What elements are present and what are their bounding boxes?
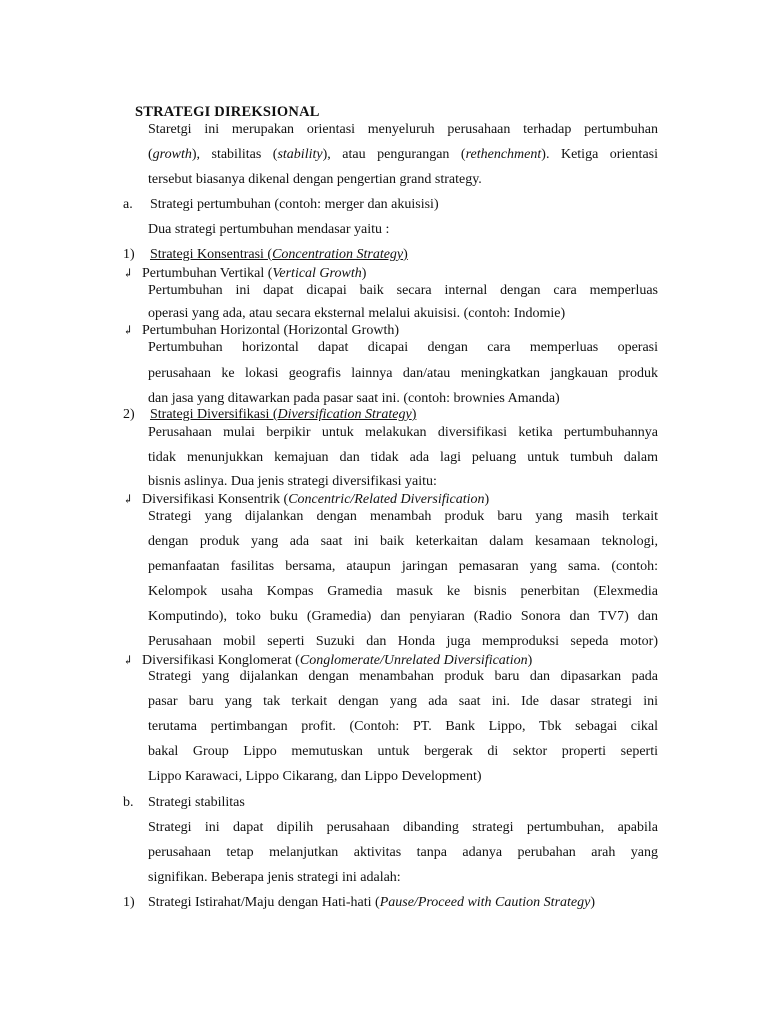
text-span: Strategi Diversifikasi ( bbox=[150, 407, 278, 422]
return-arrow-icon: ↲ bbox=[123, 323, 134, 337]
paragraph-line: terutama pertimbangan profit. (Contoh: PT. Bank Lippo, Tbk sebagai cikal bbox=[148, 719, 658, 734]
section-sub: Dua strategi pertumbuhan mendasar yaitu : bbox=[148, 222, 390, 237]
text-span: ). Ketiga orientasi bbox=[541, 147, 658, 162]
text-span: ), stabilitas ( bbox=[191, 147, 278, 162]
text-span: Diversifikasi Konglomerat ( bbox=[142, 653, 300, 668]
text-span: Pertumbuhan Horizontal (Horizontal Growth) bbox=[142, 323, 399, 338]
subsection-heading bbox=[148, 894, 595, 912]
subsection-heading bbox=[150, 246, 408, 264]
paragraph-line: pasar baru yang tak terkait dengan yang ada saat ini. Ide dasar strategi ini bbox=[148, 694, 658, 709]
paragraph-line: dengan produk yang ada saat ini baik keterkaitan dalam kesamaan teknologi, bbox=[148, 534, 658, 549]
paragraph-line: Strategi ini dapat dipilih perusahaan dibanding strategi pertumbuhan, apabila bbox=[148, 820, 658, 835]
section-heading: Strategi pertumbuhan (contoh: merger dan akuisisi) bbox=[150, 197, 439, 212]
term: Diversification Strategy bbox=[277, 407, 412, 422]
text-span: ) bbox=[403, 247, 408, 262]
section-marker: b. bbox=[123, 795, 134, 810]
section-heading: Strategi stabilitas bbox=[148, 795, 245, 810]
page-title: STRATEGI DIREKSIONAL bbox=[135, 104, 320, 120]
return-arrow-icon: ↲ bbox=[123, 492, 134, 506]
term: Concentric/Related Diversification bbox=[288, 492, 485, 507]
term-stability: stability bbox=[277, 147, 323, 162]
paragraph-line: Perusahaan mobil seperti Suzuki dan Honda juga memproduksi sepeda motor) bbox=[148, 634, 658, 649]
text-span: Diversifikasi Konsentrik ( bbox=[142, 492, 289, 507]
bullet-heading bbox=[123, 264, 366, 283]
paragraph-line: Kelompok usaha Kompas Gramedia masuk ke bisnis penerbitan (Elexmedia bbox=[148, 584, 658, 599]
term: Pause/Proceed with Caution Strategy bbox=[379, 895, 591, 910]
text-span: ( bbox=[148, 147, 153, 162]
intro-line bbox=[148, 146, 658, 164]
text-span: ), atau pengurangan ( bbox=[322, 147, 466, 162]
term-retrenchment: rethenchment bbox=[465, 147, 542, 162]
paragraph-line: Perusahaan mulai berpikir untuk melakukan diversifikasi ketika pertumbuhannya bbox=[148, 425, 658, 440]
paragraph-line: Strategi yang dijalankan dengan menambah produk baru yang masih terkait bbox=[148, 509, 658, 524]
bullet-heading bbox=[123, 490, 489, 509]
text-span: Strategi Konsentrasi ( bbox=[150, 247, 273, 262]
bullet-heading bbox=[123, 321, 399, 340]
paragraph-line: bakal Group Lippo memutuskan untuk bergerak di sektor properti seperti bbox=[148, 744, 658, 759]
text-span: ) bbox=[590, 895, 596, 910]
text-span: Pertumbuhan Vertikal ( bbox=[142, 266, 273, 281]
term: Concentration Strategy bbox=[272, 247, 404, 262]
paragraph-line: Pertumbuhan ini dapat dicapai baik secara internal dengan cara memperluas bbox=[148, 283, 658, 298]
paragraph-line: signifikan. Beberapa jenis strategi ini adalah: bbox=[148, 870, 401, 885]
intro-line: tersebut biasanya dikenal dengan pengertian grand strategy. bbox=[148, 172, 482, 187]
term: Vertical Growth bbox=[272, 266, 362, 281]
paragraph-line: tidak menunjukkan kemajuan dan tidak ada lagi peluang untuk tumbuh dalam bbox=[148, 450, 658, 465]
paragraph-line: pemanfaatan fasilitas bersama, ataupun jaringan pemasaran yang sama. (contoh: bbox=[148, 559, 658, 574]
paragraph-line: operasi yang ada, atau secara eksternal melalui akuisisi. (contoh: Indomie) bbox=[148, 306, 566, 321]
paragraph-line: perusahaan tetap melanjutkan aktivitas tanpa adanya perubahan arah yang bbox=[148, 845, 658, 860]
paragraph-line: dan jasa yang ditawarkan pada pasar saat ini. (contoh: brownies Amanda) bbox=[148, 391, 560, 406]
list-marker: 1) bbox=[123, 247, 135, 262]
paragraph-line: perusahaan ke lokasi geografis lainnya dan/atau meningkatkan jangkauan produk bbox=[148, 366, 658, 381]
text-span: ) bbox=[411, 407, 417, 422]
section-marker: a. bbox=[123, 197, 133, 212]
text-span: ) bbox=[527, 653, 533, 668]
paragraph-line: Komputindo), toko buku (Gramedia) dan penyiaran (Radio Sonora dan TV7) dan bbox=[148, 609, 658, 624]
intro-line: Staretgi ini merupakan orientasi menyeluruh perusahaan terhadap pertumbuhan bbox=[148, 122, 658, 137]
list-marker: 1) bbox=[123, 895, 135, 910]
paragraph-line: Strategi yang dijalankan dengan menambahan produk baru dan dipasarkan pada bbox=[148, 669, 658, 684]
list-marker: 2) bbox=[123, 407, 135, 422]
paragraph-line: Lippo Karawaci, Lippo Cikarang, dan Lippo Development) bbox=[148, 769, 482, 784]
return-arrow-icon: ↲ bbox=[123, 266, 134, 280]
text-span: ) bbox=[361, 266, 367, 281]
term-growth: growth bbox=[152, 147, 192, 162]
subsection-heading bbox=[150, 406, 416, 424]
text-span: ) bbox=[484, 492, 490, 507]
return-arrow-icon: ↲ bbox=[123, 653, 134, 667]
term: Conglomerate/Unrelated Diversification bbox=[299, 653, 528, 668]
paragraph-line: bisnis aslinya. Dua jenis strategi diversifikasi yaitu: bbox=[148, 474, 437, 489]
paragraph-line: Pertumbuhan horizontal dapat dicapai dengan cara memperluas operasi bbox=[148, 340, 658, 355]
text-span: Strategi Istirahat/Maju dengan Hati-hati ( bbox=[148, 895, 380, 910]
